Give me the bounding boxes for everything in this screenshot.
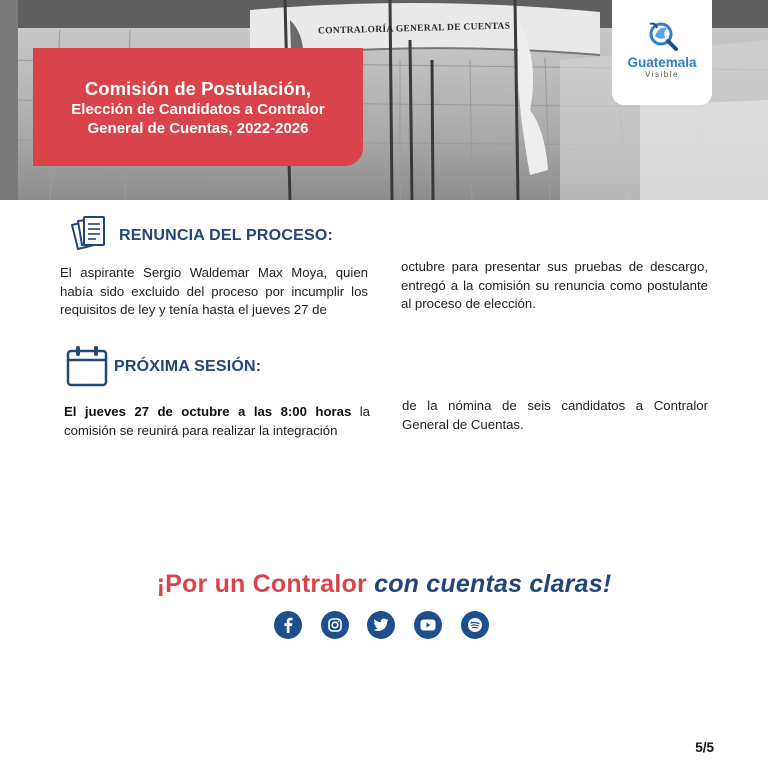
- logo-subtitle: Visible: [645, 70, 679, 79]
- renuncia-col2-text: octubre para presentar sus pruebas de descargo, entregó a la comisión su renuncia como postulante al proceso de elección.: [401, 259, 708, 311]
- sesion-heading: PRÓXIMA SESIÓN:: [114, 358, 262, 375]
- renuncia-heading: RENUNCIA DEL PROCESO:: [119, 227, 333, 244]
- slogan-part-2: con cuentas claras!: [374, 570, 612, 598]
- logo-name: Guatemala: [627, 55, 697, 70]
- title-line-1: Comisión de Postulación,: [84, 77, 312, 99]
- building-sign-text: CONTRALORÍA GENERAL DE CUENTAS: [317, 21, 511, 37]
- instagram-icon[interactable]: [321, 611, 349, 639]
- youtube-icon[interactable]: [414, 611, 442, 639]
- sesion-paragraph-col2: de la nómina de seis candidatos a Contralor General de Cuentas.: [402, 398, 708, 432]
- social-links: [274, 611, 494, 639]
- guatemala-visible-logo: [612, 0, 712, 105]
- renuncia-paragraph-col1: El aspirante Sergio Waldemar Max Moya, quien había sido excluido del proceso por incumplir los requisitos de ley y tenía hasta el jueves 27 de: [60, 265, 368, 317]
- slogan: [0, 570, 768, 599]
- title-line-3: General de Cuentas, 2022-2026: [87, 119, 309, 137]
- calendar-icon: [66, 345, 108, 387]
- documents-icon: [68, 215, 108, 251]
- spotify-icon[interactable]: [461, 611, 489, 639]
- sesion-date-bold: El jueves 27 de octubre a las 8:00 horas: [64, 404, 352, 419]
- sesion-paragraph-col1: [64, 403, 370, 440]
- facebook-icon[interactable]: [274, 611, 302, 639]
- title-banner: [33, 48, 363, 166]
- renuncia-paragraph-col2: [401, 258, 708, 314]
- page-number: 5/5: [695, 740, 714, 755]
- sesion-col1-rest: la comisión se reunirá para realizar la integración: [64, 404, 371, 438]
- twitter-icon[interactable]: [367, 611, 395, 639]
- quetzal-magnifier-icon: [645, 20, 679, 52]
- title-line-2: Elección de Candidatos a Contralor: [71, 100, 325, 118]
- slogan-part-1: ¡Por un Contralor: [156, 570, 375, 598]
